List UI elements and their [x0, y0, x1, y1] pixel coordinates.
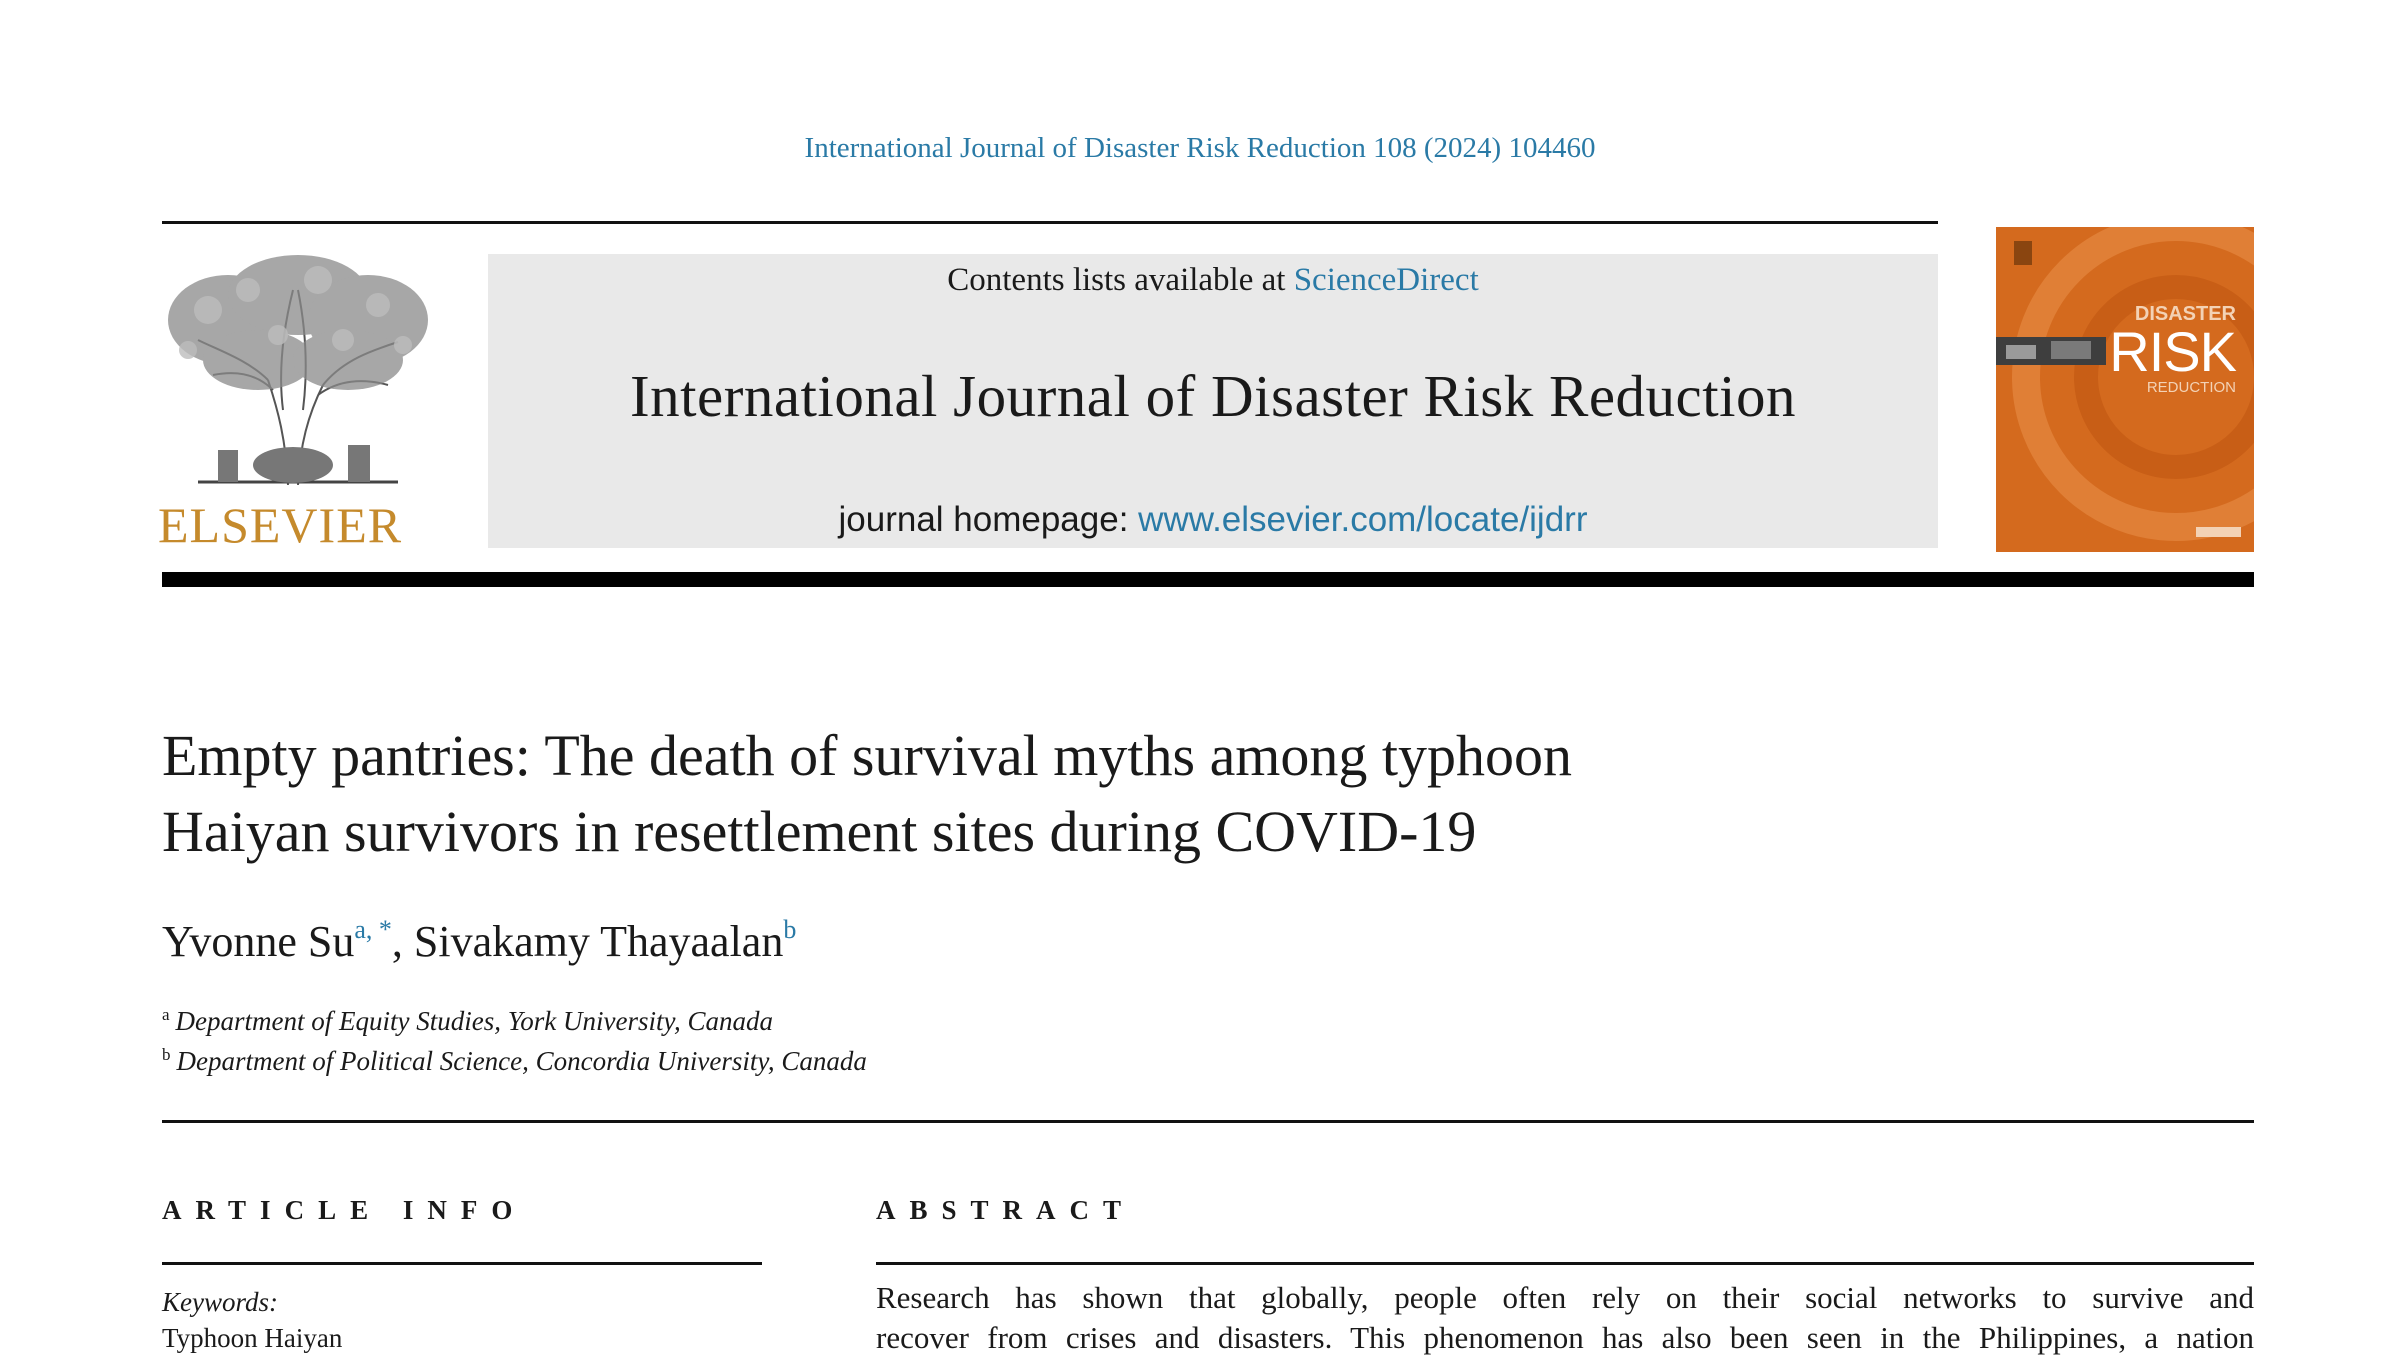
elsevier-logo: [158, 250, 433, 553]
author-separator: ,: [391, 917, 414, 966]
article-info-rule: [162, 1262, 762, 1265]
journal-citation[interactable]: [0, 132, 2400, 165]
author-list: [162, 915, 2062, 967]
author-name[interactable]: Yvonne Su: [162, 917, 355, 966]
author-affiliation-mark[interactable]: b: [783, 915, 797, 944]
masthead-bottom-rule: [162, 572, 2254, 587]
keywords-label: Keywords:: [162, 1287, 278, 1317]
cover-title-disaster: DISASTER: [2134, 303, 2236, 325]
abstract-text-line: Research has shown that globally, people often rely on their social networks to survive and: [876, 1280, 2254, 1315]
article-title-line: Empty pantries: The death of survival myths among typhoon: [162, 723, 1573, 788]
contents-line: [488, 262, 1938, 299]
affiliation-mark: a: [162, 1005, 170, 1024]
homepage-link[interactable]: www.elsevier.com/locate/ijdrr: [1138, 500, 1588, 539]
contents-prefix: Contents lists available at: [947, 262, 1286, 298]
affiliation: [162, 1005, 1662, 1037]
section-divider: [162, 1120, 2254, 1123]
sciencedirect-link[interactable]: ScienceDirect: [1293, 262, 1479, 298]
abstract-text-line: recover from crises and disasters. This phenomenon has also been seen in the Philippines, a nation: [876, 1320, 2254, 1355]
author-name[interactable]: Sivakamy Thayaalan: [413, 917, 784, 966]
cover-title-reduction: REDUCTION: [2146, 379, 2236, 396]
author-affiliation-mark[interactable]: a, *: [354, 915, 392, 944]
article-info-heading: ARTICLE INFO: [162, 1195, 527, 1225]
elsevier-tree-icon: [158, 250, 433, 490]
journal-masthead: [488, 254, 1938, 548]
article-title-line: Haiyan survivors in resettlement sites during COVID-19: [162, 799, 1477, 864]
abstract-rule: [876, 1262, 2254, 1265]
affiliation-text: Department of Political Science, Concordia University, Canada: [176, 1046, 867, 1076]
citation-link[interactable]: International Journal of Disaster Risk Reduction 108 (2024) 104460: [804, 132, 1596, 164]
elsevier-wordmark: ELSEVIER: [158, 497, 403, 553]
header-rule: [162, 221, 1938, 224]
article-title: [162, 718, 2062, 870]
journal-cover[interactable]: [1996, 227, 2254, 552]
affiliation-text: Department of Equity Studies, York University, Canada: [175, 1006, 774, 1036]
keyword-item: Typhoon Haiyan: [162, 1323, 343, 1353]
abstract-heading: ABSTRACT: [876, 1195, 1136, 1225]
homepage-line: [488, 500, 1938, 540]
cover-title-risk: RISK: [2109, 320, 2236, 383]
homepage-prefix: journal homepage:: [838, 500, 1129, 539]
journal-name: International Journal of Disaster Risk Reduction: [629, 363, 1797, 429]
affiliation-mark: b: [162, 1045, 171, 1064]
affiliation: [162, 1045, 1662, 1077]
